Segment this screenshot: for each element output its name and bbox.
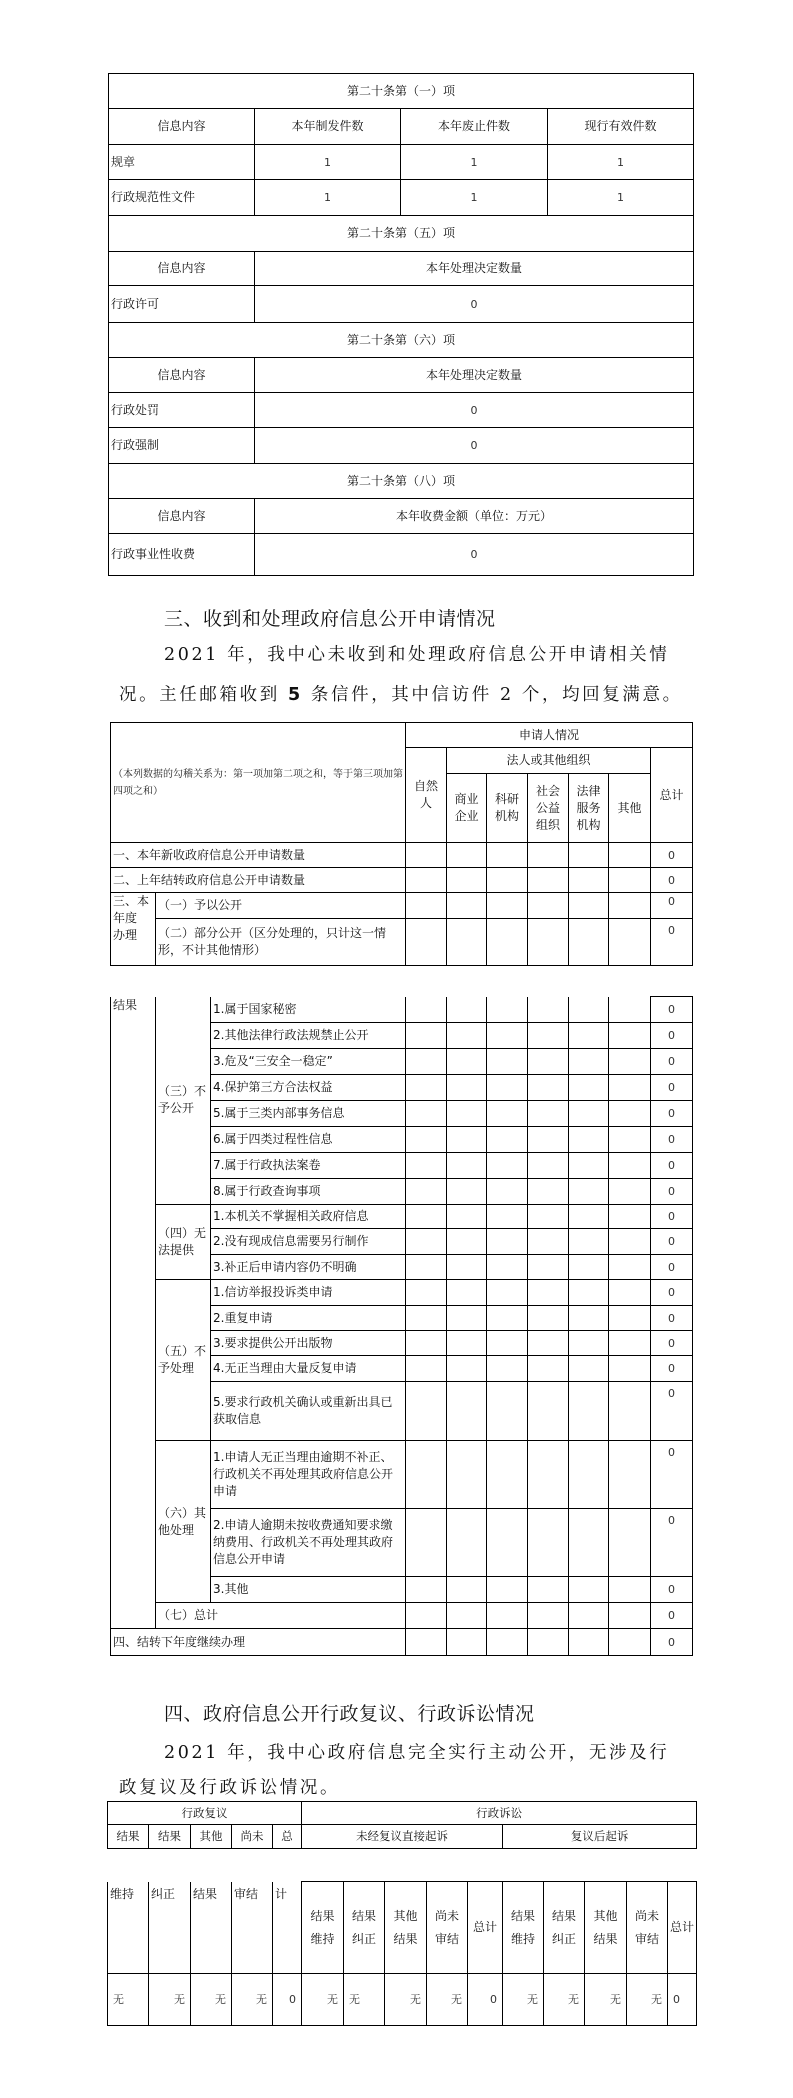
empty-cell [406, 1441, 447, 1509]
row-label: 规章 [109, 145, 255, 180]
empty-cell [528, 1153, 569, 1179]
row-label: 行政规范性文件 [109, 180, 255, 216]
empty-cell [609, 1441, 651, 1509]
review-litigation-table-part1 [107, 1801, 697, 1849]
section4-heading: 四、政府信息公开行政复议、行政诉讼情况 [164, 1703, 535, 1725]
review-col-header-top: 尚未 [232, 1825, 273, 1849]
row-total: 0 [651, 868, 693, 893]
empty-cell [447, 1255, 487, 1280]
section-title: 第二十条第（六）项 [109, 323, 694, 358]
empty-cell [406, 1023, 447, 1049]
result-value: 无 [302, 1974, 344, 2026]
article-20-table [108, 73, 694, 576]
row-label: 2.重复申请 [211, 1306, 406, 1331]
empty-cell [487, 1577, 528, 1603]
paragraph-text: 条信件，其中信访件 2 个，均回复满意。 [302, 685, 683, 705]
empty-cell [609, 1023, 651, 1049]
direct-suit-header: 未经复议直接起诉 [302, 1825, 503, 1849]
cell-value: 1 [401, 145, 548, 180]
empty-cell [406, 1382, 447, 1441]
row-total: 0 [651, 1049, 693, 1075]
empty-cell [406, 1331, 447, 1356]
section-title: 第二十条第（一）项 [109, 74, 694, 109]
group-label: （三）不予公开 [156, 997, 211, 1205]
empty-cell [528, 1179, 569, 1205]
empty-cell [487, 1229, 528, 1255]
empty-cell [487, 1280, 528, 1306]
row-label: 3.要求提供公开出版物 [211, 1331, 406, 1356]
column-header: 本年处理决定数量 [255, 358, 694, 393]
column-header: 本年处理决定数量 [255, 252, 694, 286]
empty-cell [406, 1049, 447, 1075]
empty-cell [569, 1075, 609, 1101]
empty-cell [406, 1306, 447, 1331]
row-label: （七）总计 [156, 1603, 406, 1629]
empty-cell [528, 1127, 569, 1153]
litigation-col-header: 其他 结果 [385, 1882, 427, 1974]
empty-cell [569, 1441, 609, 1509]
result-value: 无 [149, 1974, 191, 2026]
result-value: 无 [232, 1974, 273, 2026]
empty-cell [569, 1049, 609, 1075]
row3-label-part: 三、本 [113, 894, 150, 908]
empty-cell [609, 1153, 651, 1179]
row-total: 0 [651, 1075, 693, 1101]
row-label: 3.补正后申请内容仍不明确 [211, 1255, 406, 1280]
result-value: 无 [344, 1974, 385, 2026]
empty-cell [406, 1280, 447, 1306]
result-value: 无 [503, 1974, 544, 2026]
applicant-header: 申请人情况 [406, 723, 693, 748]
natural-person-header: 自然人 [406, 748, 447, 843]
legal-col-header: 科研机构 [487, 774, 528, 843]
section3-paragraph-line1: 2021 年，我中心未收到和处理政府信息公开申请相关情 [164, 645, 670, 665]
column-header: 信息内容 [109, 252, 255, 286]
empty-cell [447, 1049, 487, 1075]
admin-review-header: 行政复议 [108, 1802, 302, 1825]
row-total: 0 [651, 1179, 693, 1205]
cell-value: 1 [401, 180, 548, 216]
legal-col-header: 商业企业 [447, 774, 487, 843]
empty-cell [569, 1280, 609, 1306]
empty-cell [528, 1229, 569, 1255]
cell-value: 0 [255, 393, 694, 428]
cell-value: 1 [255, 180, 401, 216]
row3-label [111, 893, 156, 966]
row-total: 0 [651, 1101, 693, 1127]
empty-cell [569, 1629, 609, 1656]
row-label: 2.申请人逾期未按收费通知要求缴纳费用、行政机关不再处理其政府信息公开申请 [211, 1509, 406, 1577]
empty-cell [609, 1280, 651, 1306]
empty-cell [447, 1205, 487, 1229]
litigation-col-header: 总计 [468, 1882, 503, 1974]
row-label: 行政强制 [109, 428, 255, 464]
row-label: 7.属于行政执法案卷 [211, 1153, 406, 1179]
result-value: 无 [627, 1974, 668, 2026]
empty-cell [406, 1603, 447, 1629]
review-col-header-bottom: 结果 [191, 1882, 232, 1974]
row-total: 0 [651, 997, 693, 1023]
row3-label-part: 年度 [113, 911, 138, 925]
empty-cell [487, 1049, 528, 1075]
section3-paragraph-line2 [119, 681, 683, 706]
empty-cell [447, 1023, 487, 1049]
row3-label-part: 办理 [113, 928, 138, 942]
empty-cell [609, 1127, 651, 1153]
empty-cell [406, 1577, 447, 1603]
litigation-col-header: 尚未 审结 [427, 1882, 468, 1974]
empty-cell [528, 1509, 569, 1577]
empty-cell [447, 1629, 487, 1656]
empty-cell [528, 1023, 569, 1049]
review-col-header-bottom: 纠正 [149, 1882, 191, 1974]
empty-cell [528, 1577, 569, 1603]
row-total: 0 [651, 1280, 693, 1306]
empty-cell [569, 1127, 609, 1153]
row-total: 0 [651, 1509, 693, 1577]
empty-cell [569, 997, 609, 1023]
row-total: 0 [651, 919, 693, 966]
result-value: 无 [385, 1974, 427, 2026]
litigation-col-header: 尚未 审结 [627, 1882, 668, 1974]
empty-cell [487, 1127, 528, 1153]
row-label: 二、上年结转政府信息公开申请数量 [111, 868, 406, 893]
empty-cell [447, 1509, 487, 1577]
result-value: 无 [427, 1974, 468, 2026]
empty-cell [569, 1205, 609, 1229]
result-value: 0 [668, 1974, 697, 2026]
column-header: 本年收费金额（单位：万元） [255, 499, 694, 534]
row-label: 行政许可 [109, 286, 255, 323]
result-value: 无 [191, 1974, 232, 2026]
litigation-col-header: 其他 结果 [585, 1882, 627, 1974]
empty-cell [406, 1356, 447, 1382]
group-label: （六）其他处理 [156, 1441, 211, 1603]
row-label: 2.其他法律行政法规禁止公开 [211, 1023, 406, 1049]
row-label: 5.属于三类内部事务信息 [211, 1101, 406, 1127]
cell-value: 0 [255, 428, 694, 464]
row-total: 0 [651, 1153, 693, 1179]
application-table-part2 [110, 996, 693, 1656]
row-total: 0 [651, 1629, 693, 1656]
empty-cell [528, 1629, 569, 1656]
row-label: 1.信访举报投诉类申请 [211, 1280, 406, 1306]
column-header: 信息内容 [109, 358, 255, 393]
application-table-part1 [110, 722, 693, 966]
empty-cell [487, 1441, 528, 1509]
empty-cell [447, 1179, 487, 1205]
empty-cell [406, 1153, 447, 1179]
review-col-header-top: 其他 [191, 1825, 232, 1849]
legal-col-header: 法律服务机构 [569, 774, 609, 843]
empty-cell [528, 1441, 569, 1509]
empty-cell [487, 1179, 528, 1205]
column-header: 现行有效件数 [548, 109, 694, 145]
letter-count: 5 [287, 685, 303, 705]
empty-cell [609, 1629, 651, 1656]
review-col-header-bottom: 审结 [232, 1882, 273, 1974]
review-col-header-bottom: 维持 [108, 1882, 149, 1974]
empty-cell [447, 1382, 487, 1441]
litigation-col-header: 结果 维持 [503, 1882, 544, 1974]
empty-cell [447, 1331, 487, 1356]
row-total: 0 [651, 1306, 693, 1331]
empty-cell [487, 1306, 528, 1331]
empty-cell [487, 1255, 528, 1280]
empty-cell [447, 1127, 487, 1153]
row-total: 0 [651, 1205, 693, 1229]
empty-cell [528, 1049, 569, 1075]
empty-cell [406, 1509, 447, 1577]
empty-cell [447, 1229, 487, 1255]
group-label: （五）不予处理 [156, 1280, 211, 1441]
empty-cell [528, 1101, 569, 1127]
empty-cell [609, 1509, 651, 1577]
cell-value: 0 [255, 286, 694, 323]
litigation-col-header: 总计 [668, 1882, 697, 1974]
row-label: （二）部分公开（区分处理的，只计这一情形，不计其他情形） [156, 919, 406, 966]
empty-cell [487, 1603, 528, 1629]
row-label: 一、本年新收政府信息公开申请数量 [111, 843, 406, 868]
review-col-header-bottom: 计 [273, 1882, 302, 1974]
empty-cell [569, 1577, 609, 1603]
empty-cell [569, 1153, 609, 1179]
row-total: 0 [651, 843, 693, 868]
row-total: 0 [651, 1255, 693, 1280]
row-label: 四、结转下年度继续办理 [111, 1629, 406, 1656]
empty-cell [487, 1075, 528, 1101]
column-header: 本年制发件数 [255, 109, 401, 145]
row-label: 1.本机关不掌握相关政府信息 [211, 1205, 406, 1229]
empty-cell [406, 1101, 447, 1127]
row-label: 1.申请人无正当理由逾期不补正、行政机关不再处理其政府信息公开申请 [211, 1441, 406, 1509]
empty-cell [569, 1101, 609, 1127]
empty-cell [487, 1509, 528, 1577]
legal-entity-header: 法人或其他组织 [447, 748, 651, 774]
row-label: 行政处罚 [109, 393, 255, 428]
review-col-header-top: 总 [273, 1825, 302, 1849]
row-label: 2.没有现成信息需要另行制作 [211, 1229, 406, 1255]
row-total: 0 [651, 1441, 693, 1509]
result-value: 0 [273, 1974, 302, 2026]
empty-cell [406, 997, 447, 1023]
empty-cell [487, 1101, 528, 1127]
legal-col-header: 社会公益组织 [528, 774, 569, 843]
row-total: 0 [651, 1356, 693, 1382]
cell-value: 0 [255, 534, 694, 576]
cell-value: 1 [548, 180, 694, 216]
row-label: 3.其他 [211, 1577, 406, 1603]
admin-litigation-header: 行政诉讼 [302, 1802, 697, 1825]
column-header: 信息内容 [109, 499, 255, 534]
empty-cell [569, 1306, 609, 1331]
result-value: 无 [108, 1974, 149, 2026]
row-label: 3.危及“三安全一稳定” [211, 1049, 406, 1075]
empty-cell [406, 1127, 447, 1153]
cell-value: 1 [548, 145, 694, 180]
empty-cell [609, 1331, 651, 1356]
empty-cell [609, 1577, 651, 1603]
empty-cell [528, 1306, 569, 1331]
empty-cell [609, 1356, 651, 1382]
empty-cell [406, 1629, 447, 1656]
row-label: 8.属于行政查询事项 [211, 1179, 406, 1205]
row-label: 5.要求行政机关确认或重新出具已获取信息 [211, 1382, 406, 1441]
empty-cell [609, 1205, 651, 1229]
empty-cell [528, 1205, 569, 1229]
litigation-col-header: 结果 纠正 [344, 1882, 385, 1974]
empty-cell [487, 1023, 528, 1049]
empty-cell [406, 1255, 447, 1280]
empty-cell [487, 1629, 528, 1656]
empty-cell [487, 1153, 528, 1179]
consistency-note: （本列数据的勾稽关系为：第一项加第二项之和，等于第三项加第四项之和） [111, 723, 406, 843]
row-label: 行政事业性收费 [109, 534, 255, 576]
empty-cell [528, 1356, 569, 1382]
row-total: 0 [651, 1577, 693, 1603]
review-litigation-table-part2 [107, 1881, 697, 2026]
empty-cell [487, 1382, 528, 1441]
row-total: 0 [651, 1229, 693, 1255]
result-value: 0 [468, 1974, 503, 2026]
empty-cell [487, 997, 528, 1023]
empty-cell [569, 1509, 609, 1577]
section4-paragraph-line1: 2021 年，我中心政府信息完全实行主动公开，无涉及行 [164, 1743, 670, 1763]
empty-cell [569, 1603, 609, 1629]
empty-cell [528, 1075, 569, 1101]
row-label: 6.属于四类过程性信息 [211, 1127, 406, 1153]
section3-heading: 三、收到和处理政府信息公开申请情况 [164, 608, 496, 630]
row-label: 4.无正当理由大量反复申请 [211, 1356, 406, 1382]
empty-cell [528, 1255, 569, 1280]
empty-cell [528, 997, 569, 1023]
row-total: 0 [651, 1603, 693, 1629]
row-label: （一）予以公开 [156, 893, 406, 919]
empty-cell [406, 1205, 447, 1229]
empty-cell [487, 1331, 528, 1356]
column-header: 本年废止件数 [401, 109, 548, 145]
cell-value: 1 [255, 145, 401, 180]
empty-cell [447, 1280, 487, 1306]
legal-col-header: 其他 [609, 774, 651, 843]
empty-cell [528, 1280, 569, 1306]
empty-cell [609, 1049, 651, 1075]
empty-cell [487, 1356, 528, 1382]
litigation-col-header: 结果 维持 [302, 1882, 344, 1974]
paragraph-text: 况。主任邮箱收到 [119, 685, 288, 705]
empty-cell [406, 1179, 447, 1205]
empty-cell [609, 1382, 651, 1441]
empty-cell [569, 1179, 609, 1205]
empty-cell [447, 1441, 487, 1509]
empty-cell [609, 997, 651, 1023]
litigation-col-header: 结果 纠正 [544, 1882, 585, 1974]
empty-cell [528, 1382, 569, 1441]
result-value: 无 [544, 1974, 585, 2026]
empty-cell [569, 1382, 609, 1441]
row-total: 0 [651, 1023, 693, 1049]
empty-cell [609, 1306, 651, 1331]
section4-paragraph-line2: 政复议及行政诉讼情况。 [119, 1778, 341, 1798]
empty-cell [609, 1101, 651, 1127]
empty-cell [528, 1603, 569, 1629]
empty-cell [406, 1229, 447, 1255]
row-total: 0 [651, 893, 693, 919]
total-header: 总计 [651, 748, 693, 843]
column-header: 信息内容 [109, 109, 255, 145]
empty-cell [406, 1075, 447, 1101]
empty-cell [569, 1331, 609, 1356]
empty-cell [447, 1153, 487, 1179]
empty-cell [609, 1255, 651, 1280]
empty-cell [487, 1205, 528, 1229]
empty-cell [609, 1179, 651, 1205]
empty-cell [569, 1023, 609, 1049]
group-label: （四）无法提供 [156, 1205, 211, 1280]
row-label: 4.保护第三方合法权益 [211, 1075, 406, 1101]
after-review-suit-header: 复议后起诉 [503, 1825, 697, 1849]
empty-cell [609, 1603, 651, 1629]
empty-cell [609, 1075, 651, 1101]
result-value: 无 [585, 1974, 627, 2026]
empty-cell [447, 997, 487, 1023]
empty-cell [569, 1255, 609, 1280]
empty-cell [447, 1101, 487, 1127]
section-title: 第二十条第（八）项 [109, 464, 694, 499]
row-total: 0 [651, 1127, 693, 1153]
row3-label-continued: 结果 [111, 997, 156, 1629]
empty-cell [569, 1229, 609, 1255]
empty-cell [447, 1075, 487, 1101]
empty-cell [569, 1356, 609, 1382]
row-total: 0 [651, 1382, 693, 1441]
empty-cell [447, 1356, 487, 1382]
empty-cell [447, 1603, 487, 1629]
section-title: 第二十条第（五）项 [109, 216, 694, 252]
empty-cell [609, 1229, 651, 1255]
review-col-header-top: 结果 [149, 1825, 191, 1849]
empty-cell [447, 1577, 487, 1603]
row-total: 0 [651, 1331, 693, 1356]
empty-cell [447, 1306, 487, 1331]
review-col-header-top: 结果 [108, 1825, 149, 1849]
empty-cell [528, 1331, 569, 1356]
row-label: 1.属于国家秘密 [211, 997, 406, 1023]
